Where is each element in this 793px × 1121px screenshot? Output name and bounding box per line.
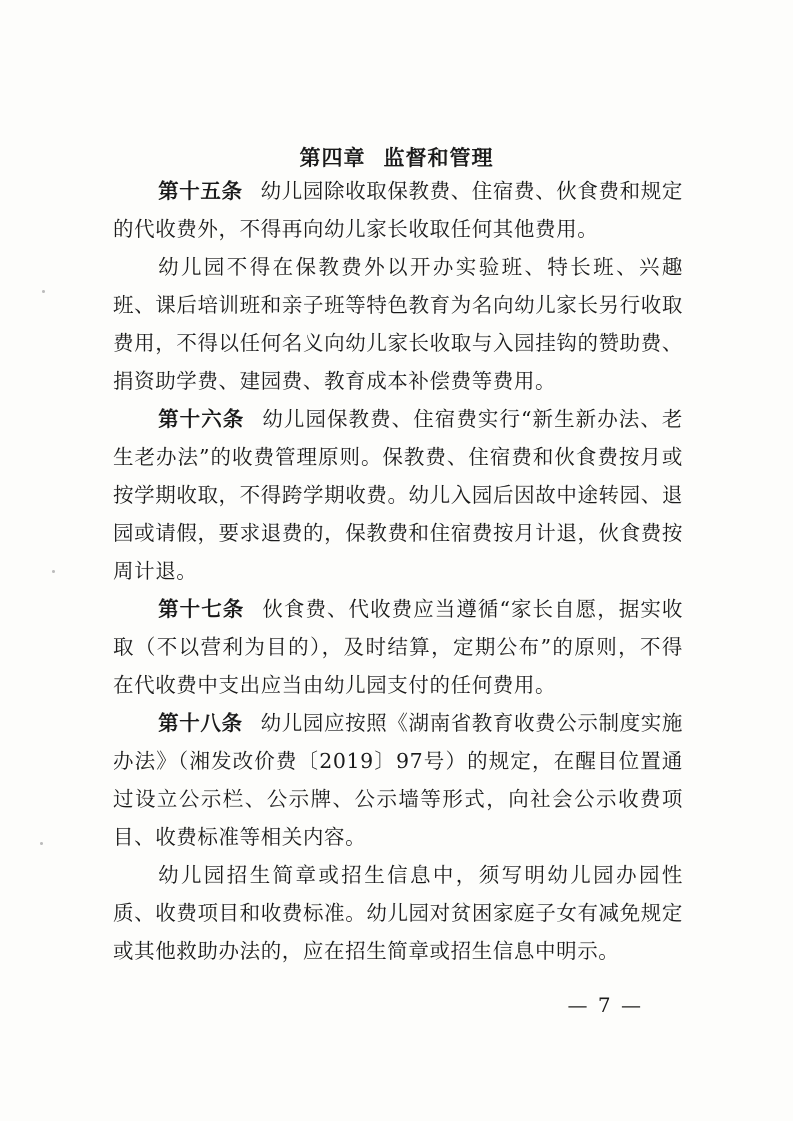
article-18-continuation-paragraph [113, 856, 683, 970]
article-number: 第十八条 [158, 711, 243, 735]
paragraph-text: 幼儿园保教费、住宿费实行“新生新办法、老生老办法”的收费管理原则。保教费、住宿费和伙食费按月或按学期收取，不得跨学期收费。幼儿入园后因故中途转园、退园或请假，要求退费的，保教费和住宿费按月计退，伙食费按周计退。 [113, 407, 683, 583]
paragraph-text: 幼儿园除收取保教费、住宿费、伙食费和规定的代收费外，不得再向幼儿家长收取任何其他费用。 [113, 179, 684, 241]
article-number: 第十七条 [158, 597, 245, 621]
scan-speck [52, 570, 55, 573]
page-number: — 7 — [567, 993, 643, 1017]
article-17-paragraph [113, 590, 683, 704]
scan-speck [42, 290, 45, 293]
article-18-paragraph [113, 704, 683, 856]
paragraph-text: 幼儿园招生简章或招生信息中，须写明幼儿园办园性质、收费项目和收费标准。幼儿园对贫困家庭子女有减免规定或其他救助办法的，应在招生简章或招生信息中明示。 [113, 863, 683, 963]
article-16-paragraph [113, 400, 683, 590]
chapter-number: 第四章 [299, 146, 366, 170]
paragraph-text: 幼儿园应按照《湖南省教育收费公示制度实施办法》（湘发改价费〔2019〕97号）的规定，在醒目位置通过设立公示栏、公示牌、公示墙等形式，向社会公示收费项目、收费标准等相关内容。 [113, 711, 684, 849]
article-15-paragraph [113, 172, 683, 248]
paragraph-text: 幼儿园不得在保教费外以开办实验班、特长班、兴趣班、课后培训班和亲子班等特色教育为名向幼儿家长另行收取费用，不得以任何名义向幼儿家长收取与入园挂钩的赞助费、捐资助学费、建园费、教育成本补偿费等费用。 [113, 255, 683, 393]
article-number: 第十五条 [158, 179, 243, 203]
chapter-name: 监督和管理 [383, 146, 494, 170]
chapter-title [0, 142, 793, 172]
scan-speck [40, 842, 43, 845]
article-15-continuation-paragraph [113, 248, 683, 400]
body-text [113, 172, 683, 970]
paragraph-text: 伙食费、代收费应当遵循“家长自愿，据实收取（不以营利为目的），及时结算，定期公布”的原则，不得在代收费中支出应当由幼儿园支付的任何费用。 [113, 597, 683, 697]
article-number: 第十六条 [158, 407, 245, 431]
